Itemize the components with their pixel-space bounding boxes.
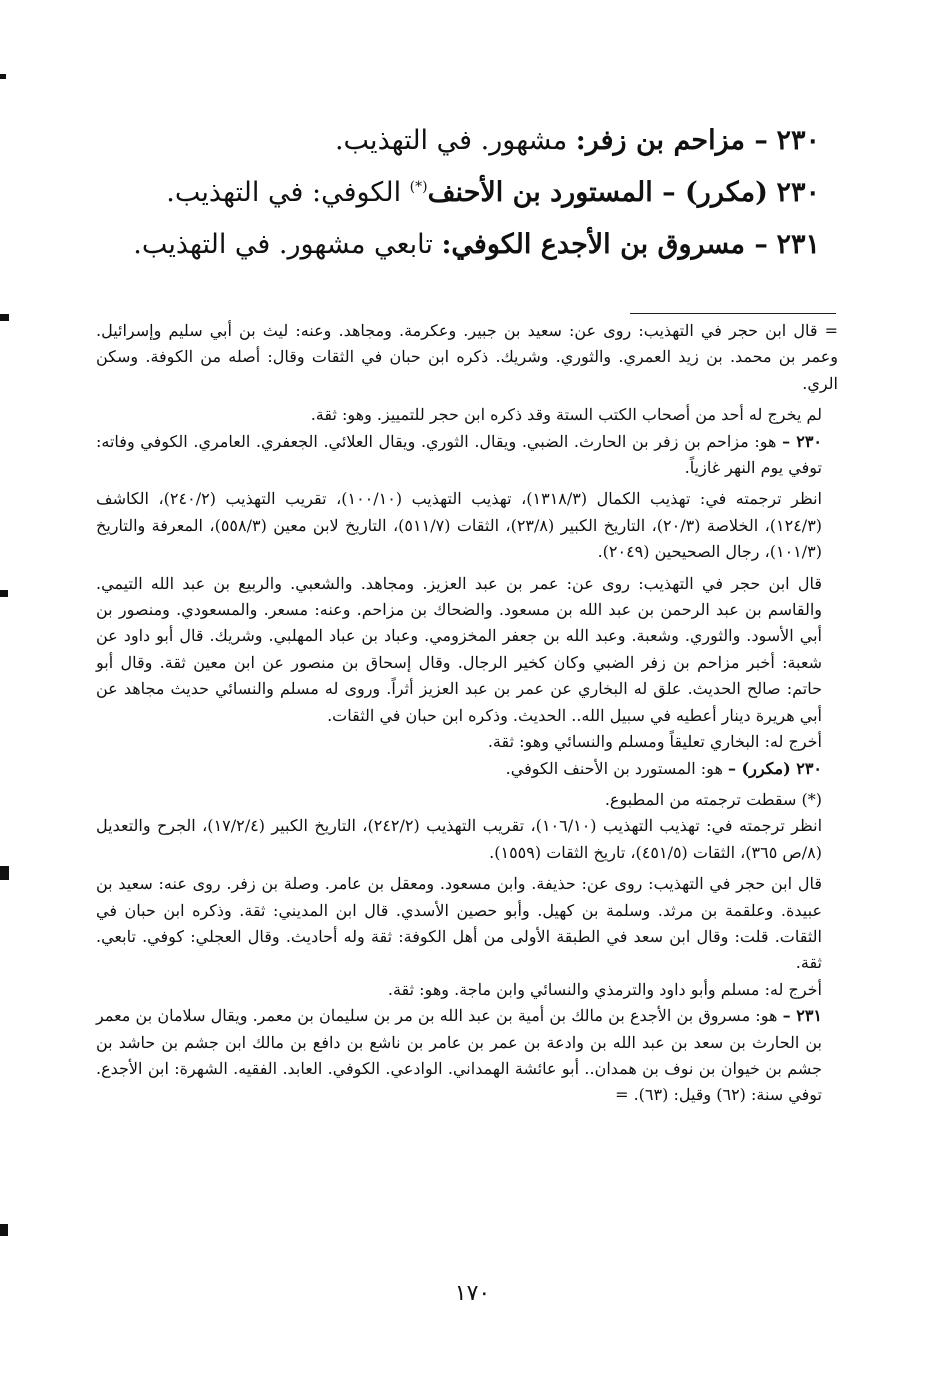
footnote-paragraph: (*) سقطت ترجمته من المطبوع. bbox=[604, 789, 822, 809]
footnote-paragraph: أخرج له: مسلم وأبو داود والترمذي والنسائي وابن ماجة. وهو: ثقة. bbox=[387, 979, 822, 999]
page-number: ١٧٠ bbox=[454, 1281, 491, 1306]
footnote-paragraph: انظر ترجمته في: تهذيب الكمال (١٣١٨/٣)، تهذيب التهذيب (١٠٠/١٠)، تقريب التهذيب (٢٤٠/٢)، الكاشف (١٢٤/٣)، الخلاصة (٢٠/٣)، التاريخ الكبير (٢٣/٨)، الثقات (٥١١/٧)، التاريخ لابن معين (٥٥٨/٣)، المعرفة والتاريخ (١٠١/٣)، رجال الصحيحين (٢٠٤٩). bbox=[96, 489, 823, 562]
main-entries bbox=[60, 112, 820, 268]
entry-number: ٢٣٠ bbox=[776, 177, 820, 208]
footnote-paragraph: ٢٣٠ (مكرر) – هو: المستورد بن الأحنف الكوفي. bbox=[505, 758, 822, 778]
footnote-paragraph: لم يخرج له أحد من أصحاب الكتب الستة وقد ذكره ابن حجر للتمييز. وهو: ثقة. bbox=[310, 405, 822, 425]
footnote-paragraph: ٢٣١ – هو: مسروق بن الأجدع بن مالك بن أمية بن عبد الله بن مر بن سليمان بن معمر. ويقال سلامان بن معمر بن الحارث بن سعد بن عبد الله بن وادعة بن عمر بن عامر بن ناشع بن دافع بن مالك ابن جشم بن حاشد بن جشم بن خيوان بن نوف بن همدان.. أبو عائشة الهمداني. الوادعي. الكوفي. العابد. الفقيه. الشهرة: ابن الأجدع. توفي سنة: (٦٢) وقيل: (٦٣). = bbox=[96, 1006, 822, 1105]
footnote-paragraph: = قال ابن حجر في التهذيب: روى عن: سعيد بن جبير. وعكرمة. ومجاهد. وعنه: ليث بن أبي سليم وإسرائيل. وعمر بن محمد. بن زيد العمري. والثوري. وشريك. ذكره ابن حبان في الثقات وقال: أصله من الكوفة. وسكن الري. bbox=[96, 321, 838, 393]
entry-number: ٢٣٠ bbox=[776, 125, 820, 156]
entry-text: الكوفي: في التهذيب. bbox=[166, 177, 410, 208]
scan-mark bbox=[0, 590, 8, 597]
entry-name: مسروق بن الأجدع الكوفي: bbox=[441, 229, 745, 260]
footnote-paragraph: انظر ترجمته في: تهذيب التهذيب (١٠٦/١٠)، تقريب التهذيب (٢٤٢/٢)، التاريخ الكبير (١٧/٢/٤)، الجرح والتعديل (٨/ص ٣٦٥)، الثقات (٤٥١/٥)، تاريخ الثقات (١٥٥٩). bbox=[96, 816, 823, 862]
footnote-paragraph: قال ابن حجر في التهذيب: روى عن: حذيفة. وابن مسعود. ومعقل بن عامر. وصلة بن زفر. روى عنه: سعيد بن عبيدة. وعلقمة بن مرثد. وسلمة بن كهيل. وأبو حصين الأسدي. قال ابن المديني: ثقة. وذكره ابن حبان في الثقات. قلت: وقال ابن سعد في الطبقة الأولى من أهل الكوفة: ثقة وله أحاديث. وقال العجلي: كوفي. تابعي. ثقة. bbox=[96, 874, 823, 973]
entry-number: ٢٣١ bbox=[776, 229, 820, 260]
entry-name: مزاحم بن زفر: bbox=[575, 125, 745, 156]
scan-mark bbox=[0, 866, 9, 880]
footnote-paragraph: أخرج له: البخاري تعليقاً ومسلم والنسائي وهو: ثقة. bbox=[487, 732, 822, 752]
scan-mark bbox=[0, 74, 6, 79]
footnotes bbox=[96, 318, 838, 1109]
entry-230: ٢٣٠ – مزاحم بن زفر: مشهور. في التهذيب. bbox=[334, 125, 820, 156]
footnote-paragraph: ٢٣٠ – هو: مزاحم بن زفر بن الحارث. الضبي. ويقال. الثوري. ويقال العلائي. الجعفري. العامري. الكوفي وفاته: توفي يوم النهر غازياً. bbox=[96, 431, 822, 478]
footnote-marker: (*) bbox=[409, 179, 428, 195]
footnote-divider bbox=[630, 313, 836, 314]
entry-231: ٢٣١ – مسروق بن الأجدع الكوفي: تابعي مشهور. في التهذيب. bbox=[133, 229, 820, 260]
scan-mark bbox=[0, 1224, 8, 1236]
scan-mark bbox=[0, 314, 9, 321]
entry-text: تابعي مشهور. في التهذيب. bbox=[133, 229, 442, 260]
footnote-paragraph: قال ابن حجر في التهذيب: روى عن: عمر بن عبد العزيز. ومجاهد. والشعبي. والربيع بن عبد الله التيمي. والقاسم بن عبد الرحمن بن عبد الله بن مسعود. والضحاك بن مزاحم. وعنه: مسعر. والمسعودي. ومنصور بن أبي الأسود. والثوري. وشعبة. وعبد الله بن جعفر المخزومي. وعباد بن عباد المهلبي. وشريك. قال أبو داود عن شعبة: أخبر مزاحم بن زفر الضبي وكان كخير الرجال. وقال إسحاق بن منصور عن ابن معين ثقة. وقال أبو حاتم: صالح الحديث. علق له البخاري عن عمر بن عبد العزيز أثراً. وروى له مسلم والنسائي حديث مجاهد عن أبي هريرة دينار أعطيه في سبيل الله.. الحديث. وذكره ابن حبان في الثقات. bbox=[96, 573, 822, 725]
entry-text: مشهور. في التهذيب. bbox=[334, 125, 576, 156]
entry-name: (مكرر) – المستورد بن الأحنف bbox=[427, 177, 768, 208]
entry-230-repeat bbox=[60, 164, 820, 216]
